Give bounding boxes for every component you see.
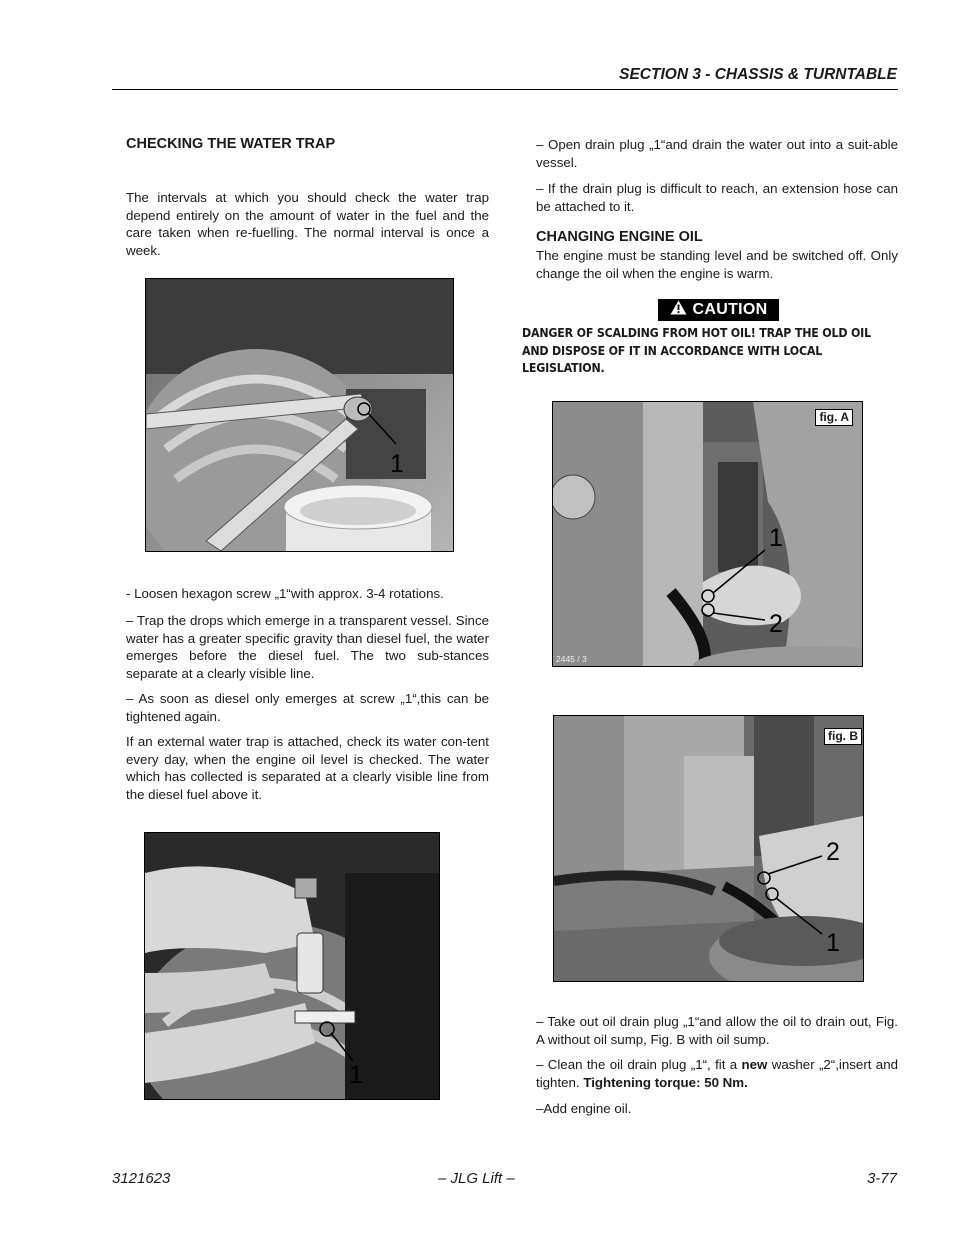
external-water-trap: If an external water trap is attached, check its water con-tent every day, when the engine oil level is checked. The water which has collected is separated at a clearly visible line from the diesel fuel above it. [126, 734, 489, 802]
photo-external-water-trap [144, 832, 440, 1100]
tightening-torque: Tightening torque: 50 Nm. [583, 1074, 748, 1090]
caution-label: CAUTION [692, 301, 768, 318]
fig-a-callout-1: 1 [769, 524, 783, 552]
clean-text-a: – Clean the oil drain plug „1“, fit a [536, 1057, 742, 1072]
heading-engine-oil: CHANGING ENGINE OIL [536, 229, 703, 245]
photo-fig-b [553, 715, 864, 982]
step-trap-drops: – Trap the drops which emerge in a transparent vessel. Since water has a greater specific gravity than diesel fuel, the water emerges before the diesel fuel. The two sub-stances separate at a clearly visible line. [126, 613, 489, 681]
fig-a-code: 2445 / 3 [556, 654, 587, 664]
caution-banner [658, 299, 779, 321]
photo1-callout: 1 [390, 450, 404, 478]
fig-a-callout-2: 2 [769, 610, 783, 638]
step-take-out-plug: – Take out oil drain plug „1“and allow the oil to drain out, Fig. A without oil sump, Fig. B with oil sump. [536, 1014, 898, 1047]
step-extension-hose: – If the drain plug is difficult to reach, an extension hose can be attached to it. [536, 181, 898, 214]
footer-page-number: 3-77 [866, 1170, 897, 1187]
step-loosen: - Loosen hexagon screw „1“with approx. 3-4 rotations. [126, 586, 444, 601]
clean-text-new: new [741, 1057, 768, 1072]
footer-doc-number: 3121623 [112, 1170, 171, 1187]
step-clean-plug [536, 1056, 898, 1091]
fig-b-label: fig. B [824, 728, 862, 745]
footer-center: – JLG Lift – [438, 1170, 515, 1187]
section-title: SECTION 3 - CHASSIS & TURNTABLE [619, 66, 897, 83]
warning-triangle-icon [670, 300, 687, 320]
photo-fig-a [552, 401, 863, 667]
photo2-callout: 1 [349, 1061, 363, 1089]
step-tighten: – As soon as diesel only emerges at screw „1“,this can be tightened again. [126, 691, 489, 724]
header-rule [112, 89, 898, 90]
step-open-drain-plug: – Open drain plug „1“and drain the water out into a suit-able vessel. [536, 137, 898, 170]
heading-water-trap: CHECKING THE WATER TRAP [126, 136, 336, 152]
fig-a-label: fig. A [815, 409, 853, 426]
clean-text-b: washer „2“,insert and tighten. [536, 1057, 898, 1090]
step-add-oil: –Add engine oil. [536, 1101, 632, 1116]
caution-text: DANGER OF SCALDING FROM HOT OIL! TRAP THE OLD OIL AND DISPOSE OF IT IN ACCORDANCE WITH LOCAL LEGISLATION. [522, 326, 871, 375]
photo-water-trap-screw [145, 278, 454, 552]
engine-oil-intro: The engine must be standing level and be switched off. Only change the oil when the engine is warm. [536, 248, 898, 281]
fig-b-callout-2: 2 [826, 838, 840, 866]
fig-b-callout-1: 1 [826, 929, 840, 957]
water-trap-intro: The intervals at which you should check the water trap depend entirely on the amount of water in the fuel and the care taken when re-fuelling. The normal interval is once a week. [126, 190, 489, 258]
